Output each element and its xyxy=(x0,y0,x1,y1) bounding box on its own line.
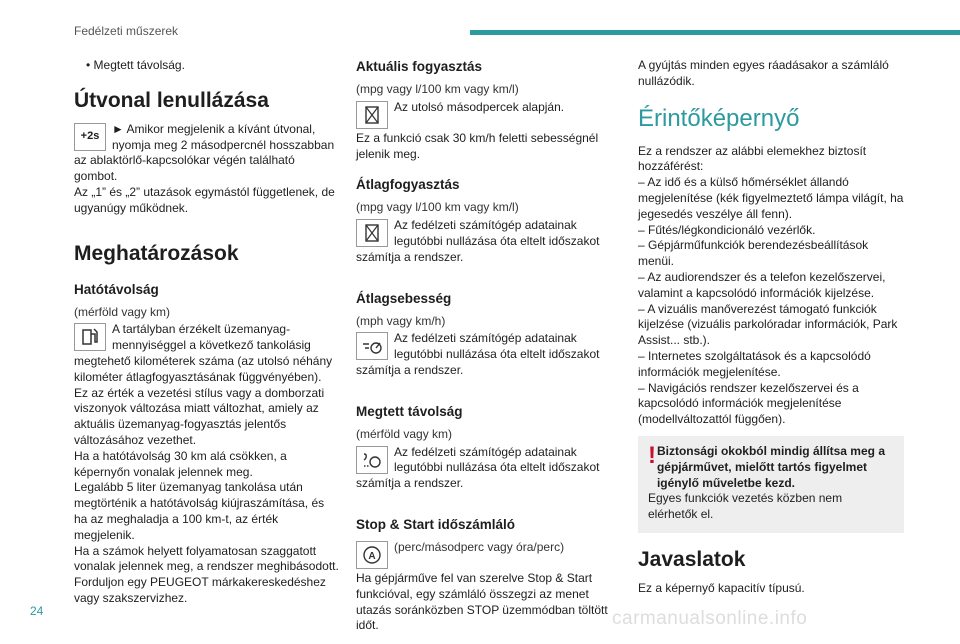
plus-2s-label: +2s xyxy=(80,129,100,142)
touchscreen-title: Érintőképernyő xyxy=(638,104,800,132)
list-item: – Internetes szolgáltatások és a kapcsolódó információk megjelenítése. xyxy=(638,348,871,379)
distance-title: Megtett távolság xyxy=(356,403,463,419)
plus-2s-icon xyxy=(74,123,106,151)
tips-title: Javaslatok xyxy=(638,547,746,571)
header-title: Fedélzeti műszerek xyxy=(74,24,179,38)
range-unit: (mérföld vagy km) xyxy=(74,304,171,319)
column-2 xyxy=(356,58,622,644)
list-item: – Az idő és a külső hőmérséklet állandó megjelenítése (kék figyelmeztető lámpa világít, ha jegesedés veszélye áll fenn). xyxy=(638,175,904,221)
average-consumption-text: Az fedélzeti számítógép adatainak legutóbbi nullázása óta eltelt időszakot számítja a rendszer. xyxy=(356,218,600,264)
bullet-distance: • Megtett távolság. xyxy=(86,58,185,72)
average-speed-unit: (mph vagy km/h) xyxy=(356,313,446,328)
stop-start-icon xyxy=(356,541,388,569)
range-text-5: Ha a számok helyett folyamatosan szaggatott vonalak jelennek meg, a rendszer meghibásodott. xyxy=(74,543,339,574)
average-speed-text: Az fedélzeti számítógép adatainak legutóbbi nullázása óta eltelt időszakot számítja a rendszer. xyxy=(356,331,600,377)
average-consumption-unit: (mpg vagy l/100 km vagy km/l) xyxy=(356,200,519,215)
current-consumption-title: Aktuális fogyasztás xyxy=(356,59,483,74)
range-title: Hatótávolság xyxy=(74,281,159,297)
fuel-gauge-icon-2 xyxy=(356,219,388,247)
average-speed-title: Átlagsebesség xyxy=(356,290,452,306)
route-reset-text-2: Az „1” és „2” utazások egymástól függetlenek, de ugyanúgy működnek. xyxy=(74,184,335,215)
definitions-title: Meghatározások xyxy=(74,241,239,265)
watermark: carmanualsonline.info xyxy=(612,608,808,629)
touchscreen-text: Ez a rendszer az alábbi elemekhez biztosít hozzáférést: xyxy=(638,143,867,174)
speed-icon xyxy=(356,332,388,360)
distance-icon xyxy=(356,446,388,474)
page-number: 24 xyxy=(30,604,44,618)
warning-icon: ! xyxy=(648,441,656,469)
range-text-4: Legalább 5 liter üzemanyag tankolása után megtörténik a hatótávolság kiújraszámítása, és ha az meghaladja a 100 km-t, az érték megjelenik. xyxy=(74,480,325,542)
list-item: – Az audiorendszer és a telefon kezelőszervei, valamint a kapcsolódó információk kijelzése. xyxy=(638,269,886,300)
intro-text: A gyújtás minden egyes ráadásakor a számláló nullázódik. xyxy=(638,58,889,88)
list-item: – Gépjárműfunkciók berendezésbeállítások menüi. xyxy=(638,238,869,269)
svg-text:A: A xyxy=(368,550,376,562)
list-item: – Navigációs rendszer kezelőszervei és a kapcsolódó információk megjelenítése (modellváltozattól függően). xyxy=(638,380,859,427)
stop-start-unit: (perc/másodperc vagy óra/perc) xyxy=(394,539,565,554)
distance-unit: (mérföld vagy km) xyxy=(356,426,453,441)
route-reset-title: Útvonal lenullázása xyxy=(74,88,269,112)
current-consumption-unit: (mpg vagy l/100 km vagy km/l) xyxy=(356,82,519,96)
average-consumption-title: Átlagfogyasztás xyxy=(356,177,460,193)
route-reset-text: ► Amikor megjelenik a kívánt útvonal, nyomja meg 2 másodpercnél hosszabban az ablaktörlő-kapcsolókar végén található gombot. xyxy=(74,121,335,184)
range-text: A tartályban érzékelt üzemanyag-mennyiséggel a következő tankolásig megtehető kilométerek száma (az utolsó néhány kilométer átlagfogyasztásának függvényében). xyxy=(74,322,333,384)
range-text-2: Ez az érték a vezetési stílus vagy a domborzati viszonyok változása miatt változhat, amiely az aktuális üzemanyag-fogyasztás jelentős változásához vezethet. xyxy=(74,385,325,447)
list-item: – Fűtés/légkondicionáló vezérlők. xyxy=(638,222,816,237)
header-accent-bar xyxy=(470,30,960,35)
current-consumption-text-2: Ez a funkció csak 30 km/h feletti sebességnél jelenik meg. xyxy=(356,130,599,161)
list-item: – A vizuális manőverezést támogató funkciók kijelzése (vizuális parkolóradar információk, Park Assist... stb.). xyxy=(638,301,898,348)
warning-box xyxy=(638,436,904,533)
tips-text: Ez a képernyő kapacitív típusú. xyxy=(638,580,805,595)
range-text-3: Ha a hatótávolság 30 km alá csökken, a képernyőn vonalak jelennek meg. xyxy=(74,448,287,479)
fuel-pump-icon xyxy=(74,323,106,351)
range-text-6: Forduljon egy PEUGEOT márkakereskedéshez vagy szakszervizhez. xyxy=(74,575,326,605)
column-3 xyxy=(638,58,904,607)
column-1 xyxy=(74,58,340,617)
warning-bold-text: Biztonsági okokból mindig állítsa meg a gépjárművet, mielőtt tartós figyelmet igénylő műveletbe kezd. xyxy=(656,443,885,490)
distance-text: Az fedélzeti számítógép adatainak legutóbbi nullázása óta eltelt időszakot számítja a rendszer. xyxy=(356,444,600,491)
warning-text: Egyes funkciók vezetés közben nem elérhetők el. xyxy=(648,491,843,522)
stop-start-text: Ha gépjárműve fel van szerelve Stop & Start funkcióval, egy számláló összegzi az menet utazás soránközben STOP üzemmódban töltött időt. xyxy=(356,570,608,633)
touchscreen-list xyxy=(638,175,904,428)
fuel-gauge-icon xyxy=(356,101,388,129)
stop-start-title: Stop & Start időszámláló xyxy=(356,516,516,532)
current-consumption-text: Az utolsó másodpercek alapján. xyxy=(394,99,565,114)
